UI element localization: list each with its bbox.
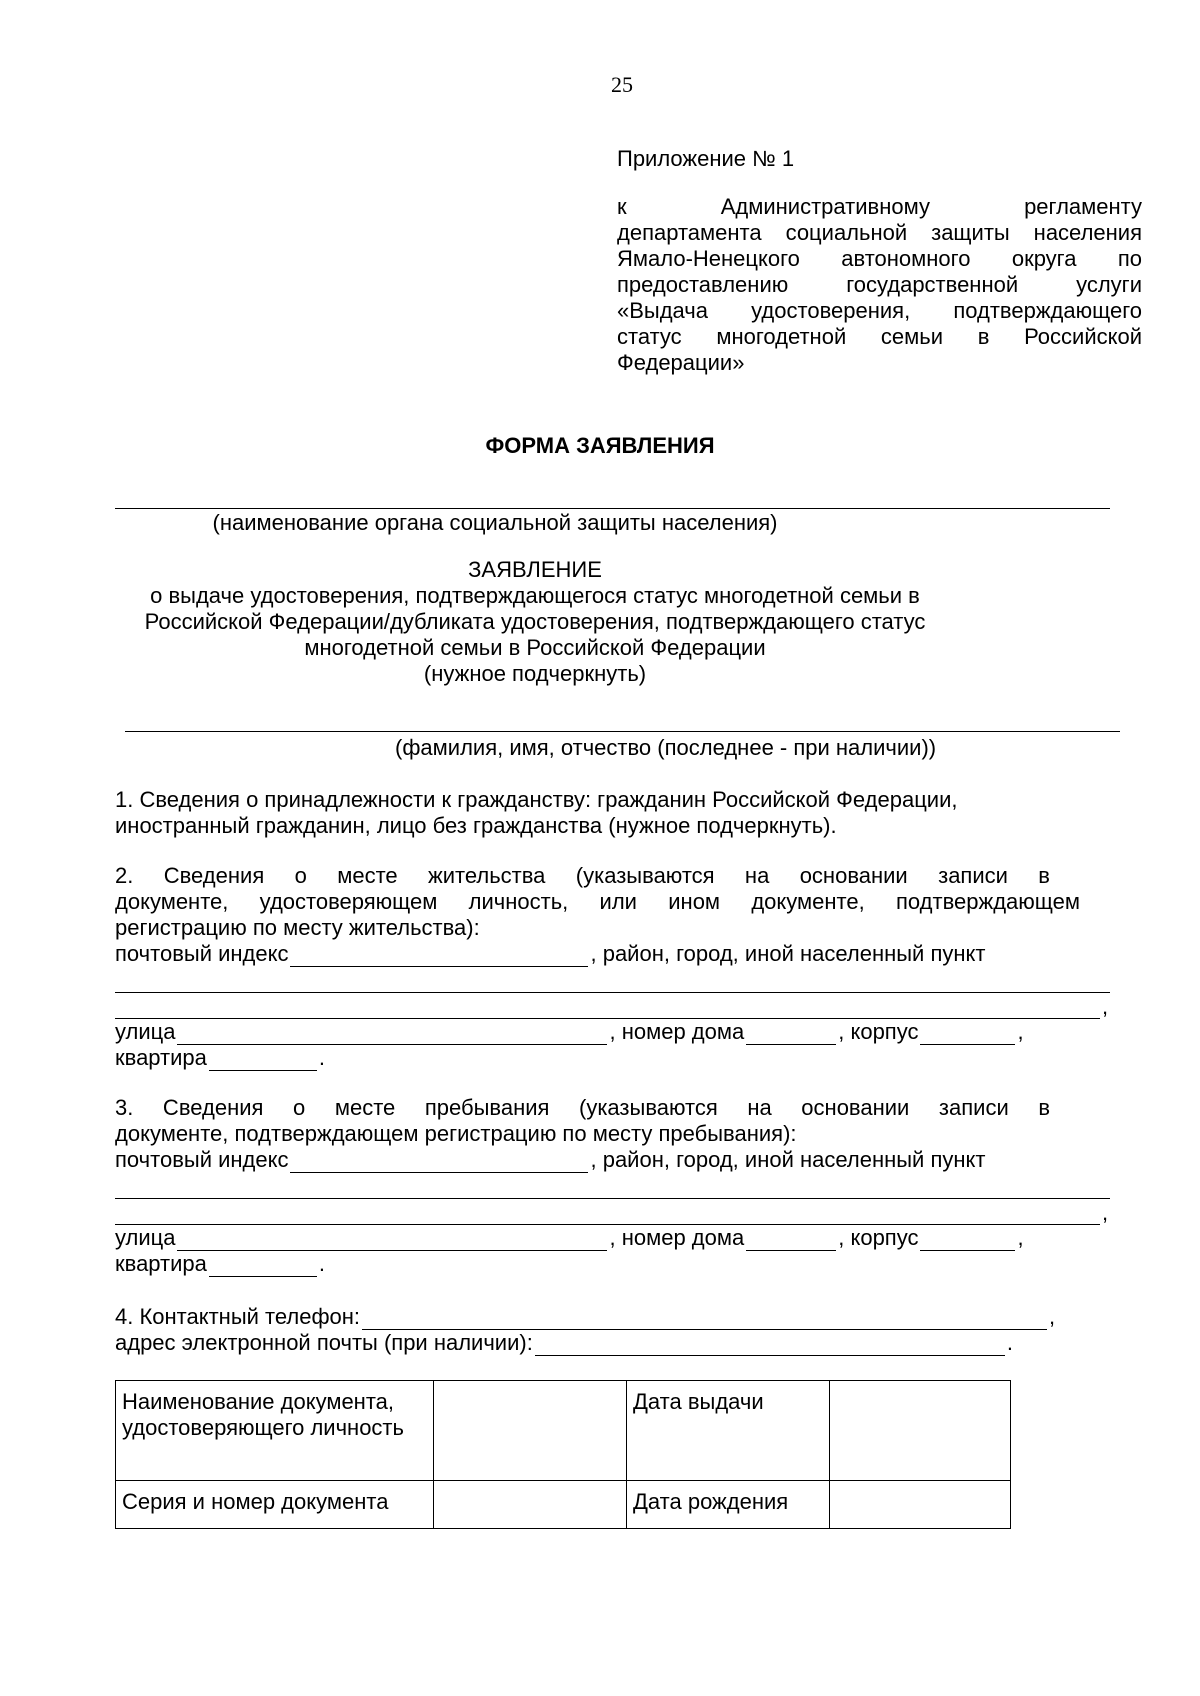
appendix-line: Федерации» — [617, 350, 745, 375]
citizenship-line: 1. Сведения о принадлежности к гражданству: гражданин Российской Федерации, — [115, 787, 958, 812]
residence-period: . — [318, 1045, 326, 1070]
section-residence — [115, 863, 1080, 941]
phone-field[interactable] — [362, 1309, 1047, 1330]
stay-apartment-field[interactable] — [209, 1256, 317, 1277]
email-period: . — [1006, 1330, 1013, 1355]
fio-fill-line[interactable] — [125, 731, 1120, 732]
stay-period: . — [318, 1251, 326, 1276]
residence-street-field[interactable] — [177, 1024, 607, 1045]
residence-building-field[interactable] — [920, 1024, 1015, 1045]
citizenship-line: иностранный гражданин, лицо без гражданства (нужное подчеркнуть). — [115, 813, 837, 838]
authority-caption: (наименование органа социальной защиты населения) — [212, 510, 778, 535]
residence-postal-field[interactable] — [290, 946, 588, 967]
residence-postal-row — [115, 941, 985, 967]
page-number: 25 — [611, 72, 633, 97]
appendix-line: к Административному регламенту — [617, 194, 1142, 219]
residence-intro-line: документе, удостоверяющем личность, или ином документе, подтверждающем — [115, 889, 1080, 914]
appendix-line: предоставлению государственной услуги — [617, 272, 1142, 297]
street-label: улица — [115, 1019, 176, 1044]
residence-locality-field[interactable] — [115, 992, 1110, 993]
id-doc-name-label: Наименование документа, удостоверяющего личность — [116, 1381, 434, 1481]
residence-street-row — [115, 1019, 1024, 1045]
residence-intro-line: 2. Сведения о месте жительства (указываются на основании записи в — [115, 863, 1050, 888]
form-title: ФОРМА ЗАЯВЛЕНИЯ — [485, 433, 715, 458]
residence-comma: , — [1102, 994, 1109, 1019]
birth-date-label: Дата рождения — [627, 1481, 830, 1529]
section-stay — [115, 1095, 1050, 1147]
house-label: , номер дома — [609, 1225, 745, 1250]
appendix-line: Ямало-Ненецкого автономного округа по — [617, 246, 1142, 271]
table-row — [116, 1481, 1011, 1529]
stay-postal-field[interactable] — [290, 1152, 588, 1173]
building-label: , корпус — [838, 1225, 919, 1250]
id-doc-number-label: Серия и номер документа — [116, 1481, 434, 1529]
statement-heading: ЗАЯВЛЕНИЕ — [468, 557, 602, 582]
residence-apartment-field[interactable] — [209, 1050, 317, 1071]
stay-building-field[interactable] — [920, 1230, 1015, 1251]
stay-apartment-row — [115, 1251, 325, 1277]
email-field[interactable] — [535, 1335, 1005, 1356]
stay-house-field[interactable] — [746, 1230, 836, 1251]
stay-intro-line: 3. Сведения о месте пребывания (указываются на основании записи в — [115, 1095, 1050, 1120]
statement-line: Российской Федерации/дубликата удостоверения, подтверждающего статус — [144, 609, 926, 634]
house-label: , номер дома — [609, 1019, 745, 1044]
appendix-reference — [617, 194, 1142, 376]
identity-document-table — [115, 1380, 1011, 1529]
residence-apartment-row — [115, 1045, 325, 1071]
residence-intro-line: регистрацию по месту жительства): — [115, 915, 480, 940]
table-row — [116, 1381, 1011, 1481]
id-doc-number-value[interactable] — [434, 1481, 627, 1529]
stay-locality-field[interactable] — [115, 1198, 1110, 1199]
locality-label: , район, город, иной населенный пункт — [590, 1147, 986, 1172]
apartment-label: квартира — [115, 1251, 207, 1276]
appendix-line: департамента социальной защиты населения — [617, 220, 1142, 245]
building-label: , корпус — [838, 1019, 919, 1044]
apartment-label: квартира — [115, 1045, 207, 1070]
id-doc-name-value[interactable] — [434, 1381, 627, 1481]
phone-row — [115, 1304, 1055, 1330]
stay-street-row — [115, 1225, 1024, 1251]
fio-caption: (фамилия, имя, отчество (последнее - при наличии)) — [395, 735, 937, 760]
stay-street-field[interactable] — [177, 1230, 607, 1251]
issue-date-label: Дата выдачи — [627, 1381, 830, 1481]
appendix-title: Приложение № 1 — [617, 146, 795, 171]
issue-date-value[interactable] — [830, 1381, 1011, 1481]
street-label: улица — [115, 1225, 176, 1250]
stay-intro-line: документе, подтверждающем регистрацию по месту пребывания): — [115, 1121, 797, 1146]
postal-label: почтовый индекс — [115, 941, 289, 966]
email-row — [115, 1330, 1013, 1356]
statement-line: многодетной семьи в Российской Федерации — [304, 635, 766, 660]
postal-label: почтовый индекс — [115, 1147, 289, 1172]
appendix-line: «Выдача удостоверения, подтверждающего — [617, 298, 1142, 323]
phone-comma: , — [1049, 1304, 1056, 1329]
stay-comma: , — [1017, 1225, 1024, 1250]
statement-note: (нужное подчеркнуть) — [423, 661, 647, 686]
email-label: адрес электронной почты (при наличии): — [115, 1330, 533, 1355]
birth-date-value[interactable] — [830, 1481, 1011, 1529]
stay-postal-row — [115, 1147, 985, 1173]
authority-fill-line[interactable] — [115, 508, 1110, 509]
section-citizenship — [115, 787, 1095, 839]
residence-comma: , — [1017, 1019, 1024, 1044]
appendix-line: статус многодетной семьи в Российской — [617, 324, 1142, 349]
locality-label: , район, город, иной населенный пункт — [590, 941, 986, 966]
stay-comma: , — [1102, 1200, 1109, 1225]
phone-label: 4. Контактный телефон: — [115, 1304, 361, 1329]
statement-line: о выдаче удостоверения, подтверждающегося статус многодетной семьи в — [150, 583, 920, 608]
residence-house-field[interactable] — [746, 1024, 836, 1045]
